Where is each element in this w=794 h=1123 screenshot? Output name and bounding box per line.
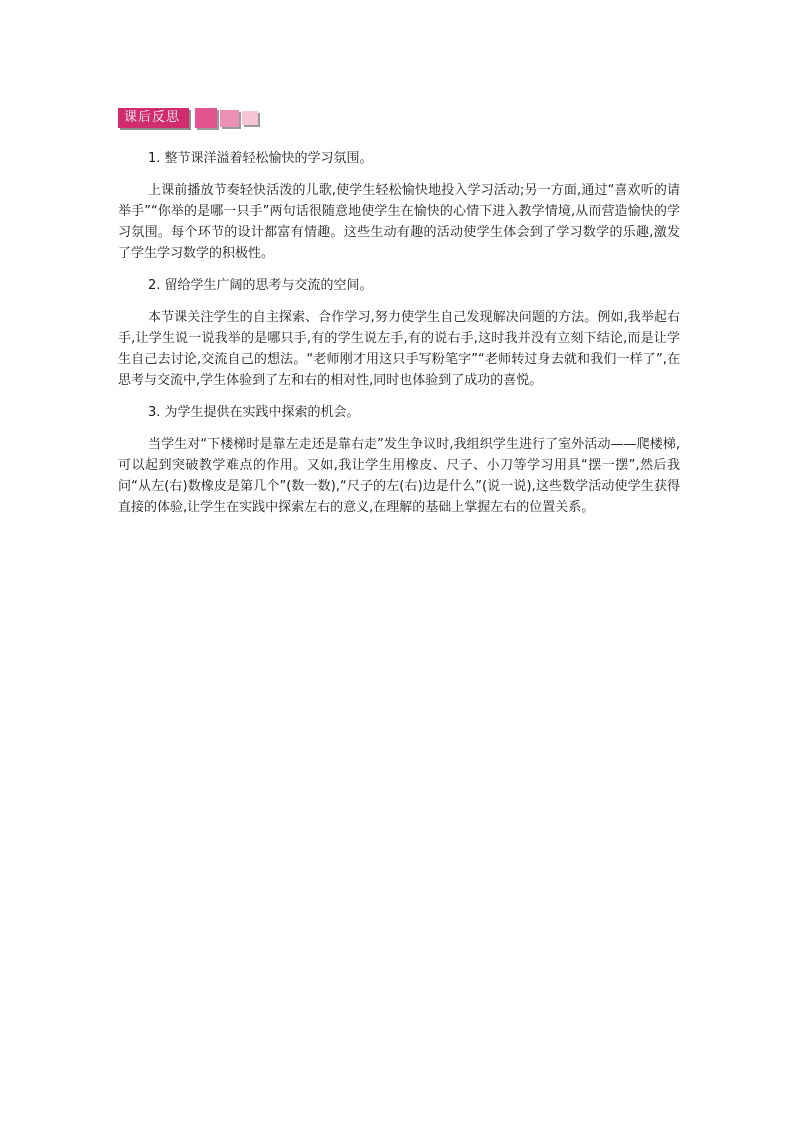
reflection-content xyxy=(118,148,680,529)
section-header xyxy=(118,107,258,129)
reflection-section-1 xyxy=(118,148,680,264)
section-body: 上课前播放节奏轻快活泼的儿歌,使学生轻松愉快地投入学习活动;另一方面,通过“喜欢听的请举手”“你举的是哪一只手”两句话很随意地使学生在愉快的心情下进入教学情境,从而营造愉快的学习氛围。每个环节的设计都富有情趣。这些生动有趣的活动使学生体会到了学习数学的乐趣,激发了学生学习数学的积极性。 xyxy=(118,183,680,261)
section-heading: 3. 为学生提供在实践中探索的机会。 xyxy=(148,405,360,420)
decorative-square-small xyxy=(242,111,258,125)
decorative-square-large xyxy=(195,108,217,128)
decorative-square-medium xyxy=(220,110,239,127)
section-body: 当学生对“下楼梯时是靠左走还是靠右走”发生争议时,我组织学生进行了室外活动——爬楼梯,可以起到突破教学难点的作用。又如,我让学生用橡皮、尺子、小刀等学习用具“摆一摆”,然后我问“从左(右)数橡皮是第几个”(数一数),“尺子的左(右)边是什么”(说一说),这些数学活动使学生获得直接的体验,让学生在实践中探索左右的意义,在理解的基础上掌握左右的位置关系。 xyxy=(118,437,680,515)
section-body: 本节课关注学生的自主探索、合作学习,努力使学生自己发现解决问题的方法。例如,我举起右手,让学生说一说我举的是哪只手,有的学生说左手,有的说右手,这时我并没有立刻下结论,而是让学生自己去讨论,交流自己的想法。“老师刚才用这只手写粉笔字”“老师转过身去就和我们一样了”,在思考与交流中,学生体验到了左和右的相对性,同时也体验到了成功的喜悦。 xyxy=(118,310,680,388)
section-heading: 2. 留给学生广阔的思考与交流的空间。 xyxy=(148,278,373,293)
reflection-section-3 xyxy=(118,402,680,518)
section-heading: 1. 整节课洋溢着轻松愉快的学习氛围。 xyxy=(148,151,373,166)
section-title-tag: 课后反思 xyxy=(118,108,189,128)
reflection-section-2 xyxy=(118,275,680,391)
